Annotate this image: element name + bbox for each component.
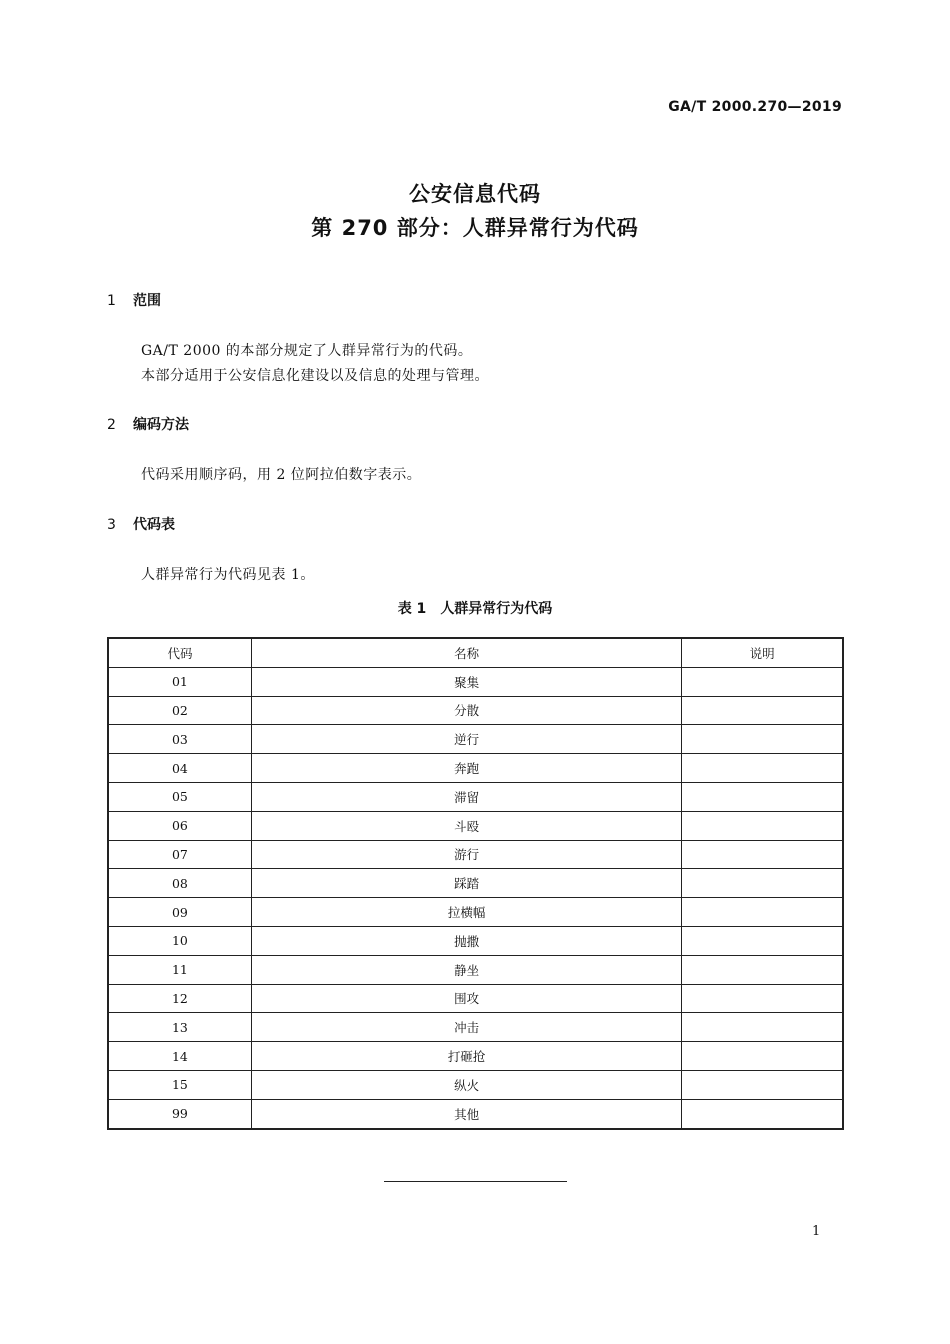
cell-code: 03 [108, 725, 251, 754]
table-row [108, 667, 843, 696]
paragraph: GA/T 2000 的本部分规定了人群异常行为的代码。 [141, 343, 473, 359]
cell-note [682, 926, 843, 955]
cell-code: 02 [108, 696, 251, 725]
cell-note [682, 984, 843, 1013]
cell-note [682, 696, 843, 725]
cell-code: 12 [108, 984, 251, 1013]
page-number: 1 [812, 1224, 821, 1239]
cell-code: 06 [108, 811, 251, 840]
table-row [108, 1042, 843, 1071]
cell-note [682, 955, 843, 984]
cell-code: 14 [108, 1042, 251, 1071]
cell-code: 01 [108, 667, 251, 696]
table-row [108, 1070, 843, 1099]
document-title: 公安信息代码 [409, 182, 541, 206]
cell-name: 滞留 [251, 782, 681, 811]
cell-name: 奔跑 [251, 754, 681, 783]
cell-name: 打砸抢 [251, 1042, 681, 1071]
cell-code: 10 [108, 926, 251, 955]
cell-name: 纵火 [251, 1070, 681, 1099]
cell-name: 拉横幅 [251, 898, 681, 927]
cell-note [682, 1070, 843, 1099]
cell-code: 13 [108, 1013, 251, 1042]
cell-name: 游行 [251, 840, 681, 869]
cell-name: 静坐 [251, 955, 681, 984]
cell-note [682, 1042, 843, 1071]
table-row [108, 898, 843, 927]
section-title: 编码方法 [133, 417, 189, 433]
cell-code: 15 [108, 1070, 251, 1099]
cell-name: 冲击 [251, 1013, 681, 1042]
table-caption [0, 598, 950, 618]
paragraph: 代码采用顺序码，用 2 位阿拉伯数字表示。 [141, 467, 422, 483]
section-title: 范围 [133, 293, 161, 309]
cell-name: 抛撒 [251, 926, 681, 955]
table-row [108, 926, 843, 955]
cell-note [682, 667, 843, 696]
document-subtitle: 第 270 部分：人群异常行为代码 [311, 216, 639, 240]
table-row [108, 840, 843, 869]
code-table [107, 637, 844, 1130]
cell-note [682, 1013, 843, 1042]
section-heading-coding-method [107, 414, 189, 434]
cell-code: 99 [108, 1099, 251, 1128]
section-heading-code-table [107, 514, 175, 534]
paragraph: 人群异常行为代码见表 1。 [141, 567, 315, 583]
paragraph: 本部分适用于公安信息化建设以及信息的处理与管理。 [141, 368, 489, 384]
table-row [108, 1013, 843, 1042]
table-row [108, 955, 843, 984]
table-row [108, 984, 843, 1013]
cell-name: 聚集 [251, 667, 681, 696]
cell-note [682, 725, 843, 754]
table-row [108, 725, 843, 754]
column-header-code: 代码 [108, 638, 251, 667]
column-header-note: 说明 [682, 638, 843, 667]
cell-code: 05 [108, 782, 251, 811]
table-body [108, 667, 843, 1128]
column-header-name: 名称 [251, 638, 681, 667]
cell-name: 踩踏 [251, 869, 681, 898]
table-row [108, 869, 843, 898]
table-header-row [108, 638, 843, 667]
section-number: 1 [107, 293, 116, 309]
section-title: 代码表 [133, 517, 175, 533]
cell-code: 08 [108, 869, 251, 898]
table-row [108, 696, 843, 725]
table-row [108, 811, 843, 840]
section-heading-scope [107, 290, 161, 310]
cell-name: 分散 [251, 696, 681, 725]
standard-code: GA/T 2000.270—2019 [668, 99, 842, 115]
cell-note [682, 840, 843, 869]
table-row [108, 782, 843, 811]
table-caption-number: 表 1 [397, 601, 427, 617]
end-rule [384, 1181, 567, 1182]
cell-note [682, 811, 843, 840]
cell-name: 围攻 [251, 984, 681, 1013]
table-caption-title: 人群异常行为代码 [440, 601, 553, 617]
section-number: 3 [107, 517, 116, 533]
cell-note [682, 869, 843, 898]
section-number: 2 [107, 417, 116, 433]
cell-note [682, 754, 843, 783]
cell-name: 逆行 [251, 725, 681, 754]
cell-name: 其他 [251, 1099, 681, 1128]
table-row [108, 754, 843, 783]
cell-note [682, 782, 843, 811]
table-row [108, 1099, 843, 1128]
cell-code: 11 [108, 955, 251, 984]
cell-note [682, 1099, 843, 1128]
cell-note [682, 898, 843, 927]
cell-code: 04 [108, 754, 251, 783]
cell-code: 07 [108, 840, 251, 869]
cell-name: 斗殴 [251, 811, 681, 840]
cell-code: 09 [108, 898, 251, 927]
